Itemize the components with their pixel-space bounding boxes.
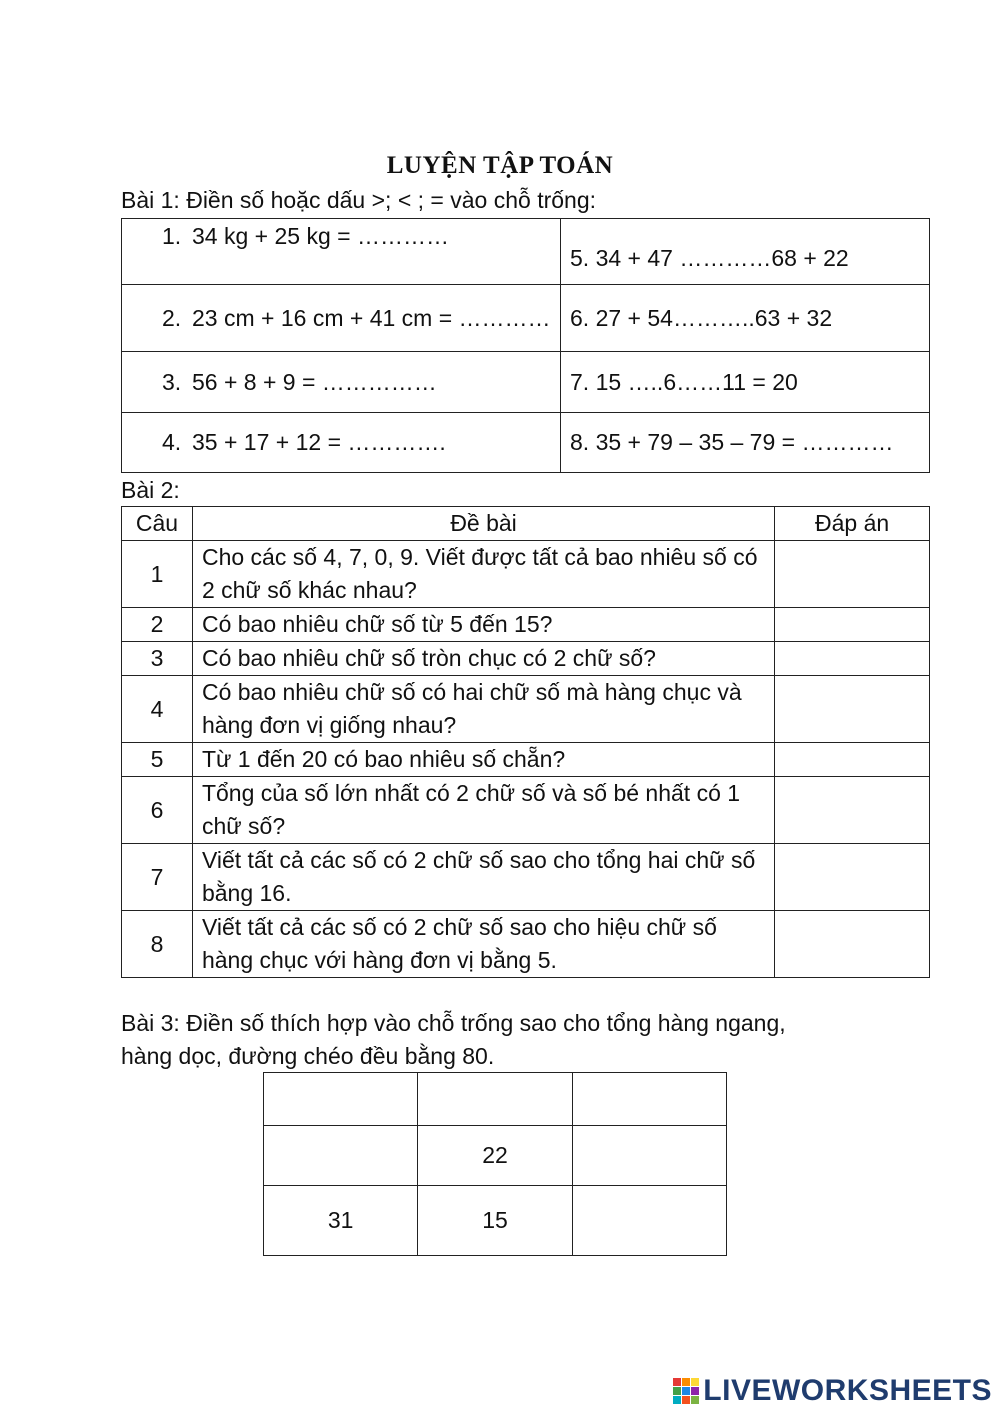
table-cell[interactable]: 3. 56 + 8 + 9 = …………… <box>122 352 561 413</box>
logo-square <box>673 1387 681 1395</box>
table-row <box>122 219 930 285</box>
table-cell[interactable]: 8. 35 + 79 – 35 – 79 = ………… <box>561 413 930 473</box>
table-row <box>122 642 930 676</box>
logo-square <box>682 1387 690 1395</box>
table-row <box>122 352 930 413</box>
table-cell[interactable]: 2. 23 cm + 16 cm + 41 cm = ………… <box>122 285 561 352</box>
table-header-row <box>122 507 930 541</box>
table-row <box>122 676 930 743</box>
grid-cell[interactable] <box>572 1186 726 1256</box>
table-cell[interactable]: 7. 15 …..6……11 = 20 <box>561 352 930 413</box>
answer-cell[interactable] <box>775 642 930 676</box>
logo-square <box>691 1378 699 1386</box>
table-row <box>122 608 930 642</box>
table-row <box>122 743 930 777</box>
logo-square <box>673 1396 681 1404</box>
table-cell[interactable]: 4. 35 + 17 + 12 = …………. <box>122 413 561 473</box>
table-cell[interactable]: 1. 34 kg + 25 kg = ………… <box>122 219 561 285</box>
magic-square-grid <box>263 1072 727 1256</box>
question-number: 5 <box>122 743 193 777</box>
exercise-2-table <box>121 506 930 978</box>
column-header-cau: Câu <box>122 507 193 541</box>
exercise-1-table <box>121 218 930 473</box>
column-header-de-bai: Đề bài <box>192 507 774 541</box>
exercise-2-heading: Bài 2: <box>121 477 180 503</box>
exercise-1-heading: Bài 1: Điền số hoặc dấu >; < ; = vào chỗ trống: <box>121 187 597 213</box>
answer-cell[interactable] <box>775 844 930 911</box>
question-text: Viết tất cả các số có 2 chữ số sao cho tổng hai chữ số bằng 16. <box>192 844 774 911</box>
question-text: Từ 1 đến 20 có bao nhiêu số chẵn? <box>192 743 774 777</box>
question-text: Có bao nhiêu chữ số tròn chục có 2 chữ số? <box>192 642 774 676</box>
table-cell[interactable]: 6. 27 + 54………..63 + 32 <box>561 285 930 352</box>
table-row <box>122 285 930 352</box>
grid-row <box>264 1073 727 1126</box>
question-text: Có bao nhiêu chữ số có hai chữ số mà hàng chục và hàng đơn vị giống nhau? <box>192 676 774 743</box>
table-row <box>122 413 930 473</box>
answer-cell[interactable] <box>775 911 930 978</box>
page-title: LUYỆN TẬP TOÁN <box>386 152 614 179</box>
grid-cell[interactable] <box>418 1073 572 1126</box>
logo-square <box>673 1378 681 1386</box>
liveworksheets-brand <box>673 1374 992 1408</box>
question-text: Viết tất cả các số có 2 chữ số sao cho hiệu chữ số hàng chục với hàng đơn vị bằng 5. <box>192 911 774 978</box>
question-number: 8 <box>122 911 193 978</box>
logo-square <box>682 1396 690 1404</box>
table-row <box>122 777 930 844</box>
grid-row <box>264 1186 727 1256</box>
question-number: 3 <box>122 642 193 676</box>
exercise-3-heading-line1: Bài 3: Điền số thích hợp vào chỗ trống sao cho tổng hàng ngang, <box>121 1010 786 1036</box>
answer-cell[interactable] <box>775 743 930 777</box>
question-text: Có bao nhiêu chữ số từ 5 đến 15? <box>192 608 774 642</box>
brand-name: LIVEWORKSHEETS <box>703 1374 992 1407</box>
grid-cell[interactable] <box>264 1126 418 1186</box>
table-row <box>122 844 930 911</box>
answer-cell[interactable] <box>775 777 930 844</box>
answer-cell[interactable] <box>775 676 930 743</box>
table-row <box>122 911 930 978</box>
grid-cell[interactable] <box>264 1073 418 1126</box>
grid-cell: 15 <box>418 1186 572 1256</box>
grid-row <box>264 1126 727 1186</box>
question-number: 6 <box>122 777 193 844</box>
liveworksheets-logo-icon <box>673 1378 699 1404</box>
question-text: Tổng của số lớn nhất có 2 chữ số và số bé nhất có 1 chữ số? <box>192 777 774 844</box>
answer-cell[interactable] <box>775 608 930 642</box>
question-text: Cho các số 4, 7, 0, 9. Viết được tất cả bao nhiêu số có 2 chữ số khác nhau? <box>192 541 774 608</box>
exercise-3-heading-line2: hàng dọc, đường chéo đều bằng 80. <box>121 1043 495 1069</box>
question-number: 7 <box>122 844 193 911</box>
table-cell[interactable]: 5. 34 + 47 …………68 + 22 <box>561 219 930 285</box>
column-header-dap-an: Đáp án <box>775 507 930 541</box>
table-row <box>122 541 930 608</box>
logo-square <box>691 1396 699 1404</box>
logo-square <box>691 1387 699 1395</box>
grid-cell[interactable] <box>572 1126 726 1186</box>
question-number: 1 <box>122 541 193 608</box>
question-number: 4 <box>122 676 193 743</box>
question-number: 2 <box>122 608 193 642</box>
grid-cell[interactable] <box>572 1073 726 1126</box>
grid-cell: 22 <box>418 1126 572 1186</box>
logo-square <box>682 1378 690 1386</box>
answer-cell[interactable] <box>775 541 930 608</box>
grid-cell: 31 <box>264 1186 418 1256</box>
